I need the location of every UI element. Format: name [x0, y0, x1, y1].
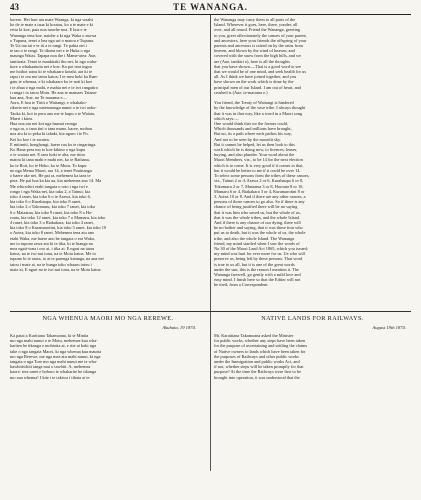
maori-section-body: Ka patai a Karitiana Takamoana, ki te Minita mo nga mahi nunui o te Motu, mehemea kua wha- karitea he tikanga e mohiotia ai, e rite ai hoki nga take o nga tangata Maori, ki nga whenua kua mauria mo nga Rerewe, me nga mea atu mahi nunui, ki nga tangata o nga Tore mo nga mahi nunui me te wha- kawhitiwhiti tanga mai o tawhiti. A, mehemea kaore: tera ranei e hohoro te whakarite he tikanga mo aua whenua! I kite i te takiwa i tihaia ai te	[10, 333, 102, 380]
maori-section-date: Akuhata, 19 1874.	[162, 325, 196, 330]
page-header	[0, 0, 421, 14]
page-number: 43	[10, 2, 19, 12]
section-rule	[10, 311, 411, 312]
maori-letter-text: korero. Hei hari atu mate Waanga, ki nga waahi ko de te mate a taua ki koutou, ko a te mate e ki reira ki koe, pata noa taawhe noa. E hoa e te Wananga tena koe, naiohe a ki nga Waka o ma-ua o Tupuna, tenei o hea nga uri o matou e Tupuna. Te Ua tau tai e te tii a te rangi. Te pahia nei i te tau o te rangi. Te tikona nei e te Huka o nga maunga Waiai. Tapapa noa ihe i Mame-atea: Aue, tanitirata. Tenei te maukitaki iho nei, ki nga waha- kore a whakaatutia nei e koe. Ka poi tera ingoa me hoihoi tatou ki te whakaaro kotahi, ara ki te rapu i te ora me tatou katoa; I te mea hoki ka Ihan- gatu te whenua, e ki whakaaro ko te noti ki koe i te ahua o nga mahi, e mahia nei e te iwi rangatira i runga i to tatou Motu. He ana te mamaes Tatana- kau ana, Aue, no Te marama e— Aora, E hoa te Tiriti o Waitangi, e whakako- rikoria nei e nga natenarunga nunui o te iwi aoko- Taoka ki, koi to pera ano me te kupu o te Waiata, Maeri i kitea. Hua noa atu nei koi nga haanui reongo o nga ra, o tana tini o tana muno, kaore, mohou noa atu ki to peka ki tahaki, kia ngaro i te Po. Kei ko koe i te awatea. E mitimiti, honghongi, haere rua ko te ringaringa. Ko Hana pera mo to koe kikino o nga kupu o te waiata nei. E taea hoki te aha, me titiro matou ki tana mahi e mahi nei, ko te Raihana, ko te Roti, ko te Hoko, ko te Muru. To kupu no nga Mema Maori, ara 14, a tenei Poutitanga o haere ake nei. He pai ra, mehemea ka taea te pera. He pai hoa ka kia au, kia mehemea ano 14. Ma Me whirwhiri etahi tangata o roto i nga iwi e rongo i nga Waka nei, kia tuku 2, a Tainui, kia toko 4 ranei, kia toko 6 o te Arawa, kia toko 6, kia toko 6 o Kurahaupo, kia toko 8 ranei, kia toko 2 o Tokomaru, kia toko 7 ranei, kia toko 6 o Mataatua, kia toko 9 ranei, kia toko 8 o Ho- routa, kia toko 12 ranei, kia toko 7 o Mamaru, kia toko 4 ranei, kia toko 3 o Riakakara, kia toko 4 ranei, kia toko 8 o Kuramarotini, kia toko 3 ranei, kia toko 10 o Aotea, kia toko 8 ranei. Mehemea tena atu ano etahi Waka, me haere ano he tangata o era Waka, me to tupono rawa atu ki te tika, ki te hianga na mea ngati-tona i oro ai, i tika ai. E ngari na tatou katoa, na te iwi nui tonu, na te Motu katoa. Me to tupono ki te rauta, to at te parenga katanga, na ana nei tatou i mate ai, na te hunga toko whaaru tatou i mate ai, E ngari na te iwi nui tonu, na te Motu katoa.	[10, 17, 107, 272]
maori-section-title: NGA WHENUA MAORI MO NGA REREWE.	[42, 315, 174, 322]
english-letter-text: the Wananga may carry them to all parts of the Island. Wherever it goes, here, there, yonder, all over, and all round. Friend the Wananga, greeting to you, greet affectionately the canoes of your parent, and ancestors, here your friends the offspring of your parents and ancestors is raised on by the rains from heaven, and blown by the wind of heaven, and covered with the snow from the high hills, and we are (Aue, tanikiri o), here is all the thoughts that you have shown.—That is a good word to see that we would be of one mind, and seek health for us all. As I think we have joined together, and you have shown on the work which is done by the principal men of our Island. I am out of heart, and crushed is (Aue, te-marama e.) You friend, the Treaty of Waitangi is hindered by the knowledge of the wise tribe. I always thought that it was in that way, like a word in a Maori song which says:— One would think that we the former could, Which thousands and millions have brought, But no, its a path where each pathos his way, And not to be seen by the moonlit sky. But it cannot be helped, let us then look to this work which he is doing now, to licences, leases, buying, and also plunder. Your word about the Maori Members, viz., to be 14 for the next election which is to come. It is very good if it comes to that, but it would be better to me if it could be over 14. To select some persons from the tribes of these canoes, viz., Tainui 2 or 4, Arawa 2 or 6, Kurahaupo 6 or 8, Tokomaru 2 or 7, Mataatua 3 or 8, Horouta 8 or 10, Mamaru 6 or 4, Riakakara 3 or 4, Kuramarotini 8 or 3, Aotea 10 or 8. And if there are any other canoes, a persons of those canoes to go also. So if there is any chance of being justified there will be no saying that it was him who saved us, but the whole of us, that it was the whole tribes, and the whole Island. And if there is any chance of our dying, there will be no bother and saying, that it was those four who put us to death, but it was the whole of us, the whole tribe, and also the whole Island. The Wananga friend, my mind startled when I saw the words of No 30 of the Maori Land Act 1865, which you issued; my mind was hurt for ever more for us. Ue who will preserve us, being left by these persons. That word is true to us all, but it is one of the great words under the sun, this is the reason I mention it. The Wananga farewell, go gently with a mild love and easy mind. I finish here so that the Editor will not be tired, from a Correspondent.	[214, 17, 310, 288]
english-section-title: NATIVE LANDS FOR RAILWAYS.	[261, 315, 364, 322]
newspaper-title: TE WANANGA.	[173, 2, 248, 12]
english-section-date: August 19th 1874.	[372, 325, 406, 330]
column-divider	[210, 15, 211, 471]
english-section-body: Mr. Karaitiana Takamoana asked the Minister for public works, whether any steps have been taken for the purpose of ascertaining and settling the claims of Native owners to lands which have been taken for the purposes of Railways and other public works under the Immigration and public works Act, and if not, whether steps will be taken promptly for that purpose? At the time the Railways were first to be brought into operation, it was understood that the	[214, 333, 308, 380]
